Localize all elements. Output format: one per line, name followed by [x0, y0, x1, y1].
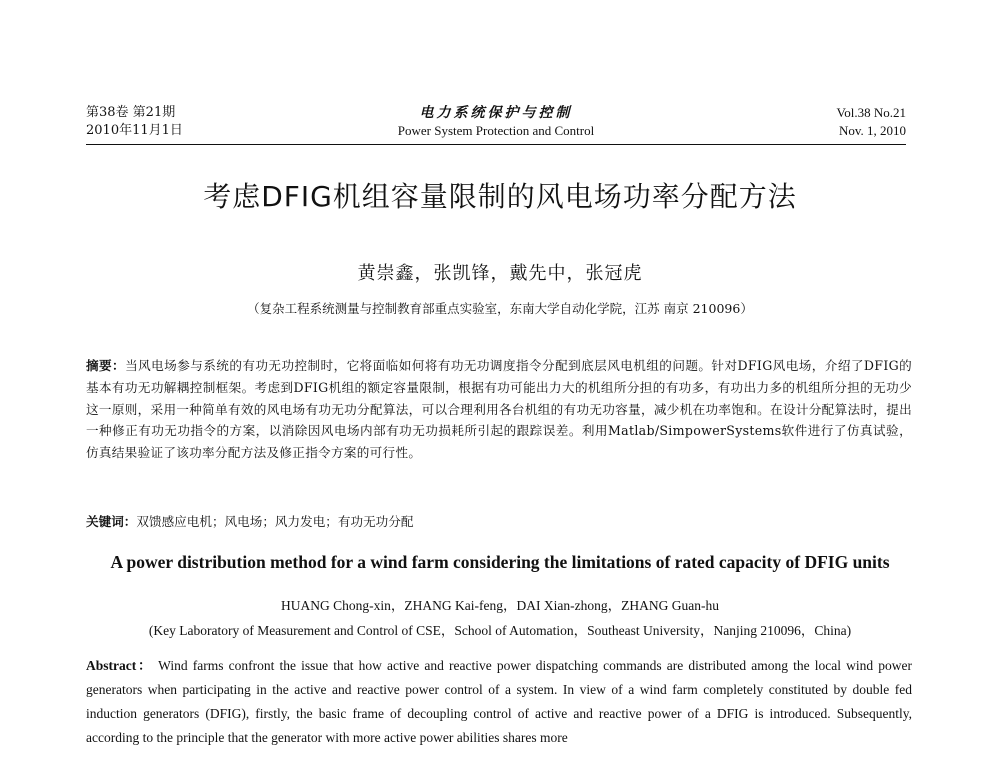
volume-issue-en: Vol.38 No.21	[836, 105, 906, 120]
keywords-cn-text: 双馈感应电机；风电场；风力发电；有功无功分配	[136, 514, 414, 529]
paper-title-cn: 考虑DFIG机组容量限制的风电场功率分配方法	[203, 180, 797, 213]
abstract-en-text: Wind farms confront the issue that how active and reactive power dispatching commands are distributed among the local wind power generators when participating in the active and reactive power control of a system. In view of a wind farm completely constituted by double fed induction generators (DFIG), firstly, the basic frame of decoupling control of active and reactive power of a DFIG is introduced. Subsequently, according to the principle that the generator with more active power abilities shares more	[86, 658, 912, 745]
date-en: Nov. 1, 2010	[838, 123, 906, 138]
abstract-cn-text: 当风电场参与系统的有功无功控制时，它将面临如何将有功无功调度指令分配到底层风电机组的问题。针对DFIG风电场，介绍了DFIG的基本有功无功解耦控制框架。考虑到DFIG机组的额定容量限制，根据有功可能出力大的机组所分担的有功多，有功出力多的机组所分担的无功少这一原则，采用一种简单有效的风电场有功无功分配算法，可以合理利用各台机组的有功无功容量，减少机在功率饱和。在设计分配算法时，提出一种修正有功无功指令的方案，以消除因风电场内部有功无功损耗所引起的跟踪误差。利用Matlab/SimpowerSystems软件进行了仿真试验，仿真结果验证了该功率分配方法及修正指令方案的可行性。	[86, 358, 912, 461]
abstract-en	[86, 654, 912, 750]
header-center	[86, 104, 906, 140]
journal-name-cn: 电力系统保护与控制	[419, 105, 573, 121]
volume-issue-cn: 第38卷 第21期	[86, 105, 176, 120]
keywords-cn	[86, 512, 912, 532]
journal-header	[86, 104, 906, 145]
affiliation-en: (Key Laboratory of Measurement and Control of CSE，School of Automation，Southeast University，Nanjing 210096，China)	[148, 623, 852, 638]
keywords-cn-label: 关键词：	[86, 514, 137, 529]
authors-en: HUANG Chong-xin，ZHANG Kai-feng，DAI Xian-zhong，ZHANG Guan-hu	[281, 598, 719, 613]
abstract-cn-label: 摘要：	[86, 358, 126, 373]
paper-title-en: A power distribution method for a wind farm considering the limitations of rated capacity of DFIG units	[110, 552, 890, 572]
authors-cn: 黄崇鑫，张凯锋，戴先中，张冠虎	[357, 263, 643, 284]
header-right	[837, 104, 906, 140]
date-cn: 2010年11月1日	[86, 123, 183, 138]
affiliation-cn: （复杂工程系统测量与控制教育部重点实验室，东南大学自动化学院，江苏 南京 210096）	[247, 301, 753, 316]
journal-name-en: Power System Protection and Control	[397, 123, 595, 138]
abstract-en-label: Abstract：	[86, 658, 154, 673]
abstract-cn	[86, 355, 912, 464]
